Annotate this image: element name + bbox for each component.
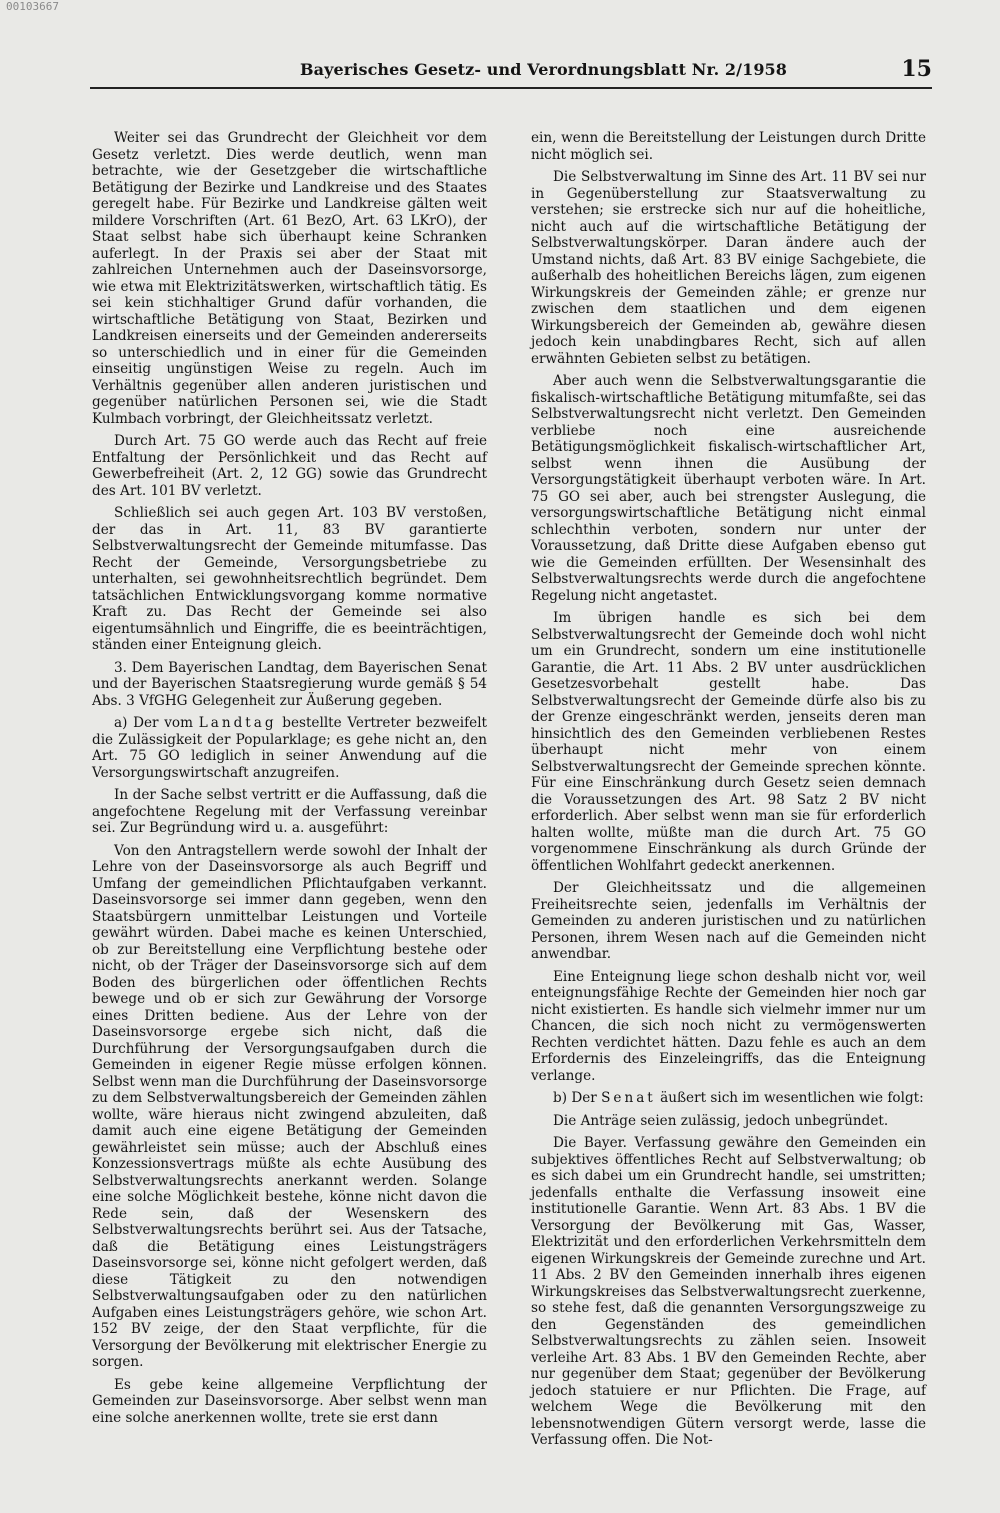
emphasized-name: Senat [601, 1090, 656, 1106]
paragraph: Die Selbstverwaltung im Sinne des Art. 11 BV sei nur in Gegenüberstellung zur Staatsverwaltung zu verstehen; sie erstrecke sich nur auf die hoheitliche, nicht auch auf die wirtschaftliche Betätigung der Selbstverwaltungskörper. Daran ändere auch der Umstand nichts, daß Art. 83 BV einige Sachgebiete, die außerhalb des hoheitlichen Bereichs lägen, zum eigenen Wirkungskreis der Gemeinden zähle; er grenze nur zwischen dem staatlichen und dem eigenen Wirkungsbereich der Gemeinden ab, gewähre diesen jedoch kein unabdingbares Recht, sich auf allen erwähnten Gebieten selbst zu betätigen. [531, 169, 926, 367]
paragraph: Im übrigen handle es sich bei dem Selbstverwaltungsrecht der Gemeinde doch wohl nicht um ein Grundrecht, sondern um eine institutionelle Garantie, die Art. 11 Abs. 2 BV unter ausdrücklichen Gesetzesvorbehalt gestellt habe. Das Selbstverwaltungsrecht der Gemeinde dürfe also bis zu der Grenze eingeschränkt werden, jenseits deren man hinsichtlich des den Gemeinden verbliebenen Restes überhaupt nicht mehr von einem Selbstverwaltungsrecht der Gemeinde sprechen könnte. Für eine Einschränkung durch Gesetz seien demnach die Voraussetzungen des Art. 98 Satz 2 BV nicht erforderlich. Aber selbst wenn man sie für erforderlich halten wollte, müßte man die durch Art. 75 GO vorgenommene Einschränkung als durch Gründe der öffentlichen Wohlfahrt gedeckt anerkennen. [531, 610, 926, 874]
paragraph: ein, wenn die Bereitstellung der Leistungen durch Dritte nicht möglich sei. [531, 130, 926, 163]
paragraph: Schließlich sei auch gegen Art. 103 BV verstoßen, der das in Art. 11, 83 BV garantierte Selbstverwaltungsrecht der Gemeinde mitumfasse. Das Recht der Gemeinde, Versorgungsbetriebe zu unterhalten, sei gewohnheitsrechtlich begründet. Dem tatsächlichen Entwicklungsvorgang komme normative Kraft zu. Das Recht der Gemeinde sei also eigentumsähnlich und Eingriffe, die es beeinträchtigen, ständen einer Enteignung gleich. [92, 505, 487, 653]
archive-id: 00103667 [6, 0, 59, 13]
running-header: Bayerisches Gesetz- und Verordnungsblatt Nr. 2/1958 [300, 60, 788, 79]
paragraph [531, 1090, 926, 1107]
left-column [92, 130, 487, 1426]
paragraph: Aber auch wenn die Selbstverwaltungsgarantie die fiskalisch-wirtschaftliche Betätigung mitumfaßte, sei das Selbstverwaltungsrecht nicht verletzt. Den Gemeinden verbliebe noch eine ausreichende Betätigungsmöglichkeit fiskalisch-wirtschaftlicher Art, selbst wenn ihnen die Ausübung der Versorgungstätigkeit überhaupt verboten wäre. In Art. 75 GO sei aber, auch bei strengster Auslegung, die versorgungswirtschaftliche Betätigung nicht einmal schlechthin verboten, sondern nur unter der Voraussetzung, daß Dritte diese Aufgaben ebenso gut wie die Gemeinden erfüllten. Der Wesensinhalt des Selbstverwaltungsrechts werde durch die angefochtene Regelung nicht angetastet. [531, 373, 926, 604]
paragraph-rest: äußert sich im wesentlichen wie folgt: [655, 1090, 924, 1106]
right-column [531, 130, 926, 1448]
paragraph: Die Bayer. Verfassung gewähre den Gemeinden ein subjektives öffentliches Recht auf Selbstverwaltung; ob es sich dabei um ein Grundrecht handle, sei umstritten; jedenfalls enthalte die Verfassung insoweit eine institutionelle Garantie. Wenn Art. 83 Abs. 1 BV die Versorgung der Bevölkerung mit Gas, Wasser, Elektrizität und den erforderlichen Verkehrsmitteln dem eigenen Wirkungskreis der Gemeinde zurechne und Art. 11 Abs. 2 BV den Gemeinden innerhalb ihres eigenen Wirkungskreises das Selbstverwaltungsrecht zuerkenne, so stehe fest, daß die genannten Versorgungszweige zu den Gegenständen des gemeindlichen Selbstverwaltungsrechts zu zählen seien. Insoweit verleihe Art. 83 Abs. 1 BV den Gemeinden Rechte, aber nur gegenüber dem Staat; gegenüber der Bevölkerung jedoch statuiere er nur Pflichten. Die Frage, auf welchem Wege die Bevölkerung mit den lebensnotwendigen Gütern versorgt werde, lasse die Verfassung offen. Die Not- [531, 1135, 926, 1448]
paragraph: 3. Dem Bayerischen Landtag, dem Bayerischen Senat und der Bayerischen Staatsregierung wurde gemäß § 54 Abs. 3 VfGHG Gelegenheit zur Äußerung gegeben. [92, 659, 487, 709]
paragraph: Durch Art. 75 GO werde auch das Recht auf freie Entfaltung der Persönlichkeit und das Recht auf Gewerbefreiheit (Art. 2, 12 GG) sowie das Grundrecht des Art. 101 BV verletzt. [92, 433, 487, 499]
paragraph [92, 715, 487, 781]
page-number: 15 [901, 56, 932, 82]
paragraph-lead: b) Der [553, 1090, 602, 1106]
paragraph: Der Gleichheitssatz und die allgemeinen Freiheitsrechte seien, jedenfalls im Verhältnis der Gemeinden zu anderen juristischen und zu natürlichen Personen, ihrem Wesen nach auf die Gemeinden nicht anwendbar. [531, 880, 926, 962]
emphasized-name: Landtag [198, 715, 277, 731]
paragraph: Weiter sei das Grundrecht der Gleichheit vor dem Gesetz verletzt. Dies werde deutlich, wenn man betrachte, wie der Gesetzgeber die wirtschaftliche Betätigung der Bezirke und Landkreise und des Staates geregelt habe. Für Bezirke und Landkreise gälten weit mildere Vorschriften (Art. 61 BezO, Art. 63 LKrO), der Staat selbst habe sich überhaupt keine Schranken auferlegt. In der Praxis sei aber der Staat mit zahlreichen Unternehmen auch der Daseinsvorsorge, wie etwa mit Elektrizitätswerken, wirtschaftlich tätig. Es sei kein stichhaltiger Grund dafür vorhanden, die wirtschaftliche Betätigung von Staat, Bezirken und Landkreisen einerseits und der Gemeinden andererseits so unterschiedlich und in einer für die Gemeinden einseitig ungünstigen Weise zu regeln. Auch im Verhältnis gegenüber allen anderen juristischen und gegenüber natürlichen Personen sei, wie die Stadt Kulmbach vorbringt, der Gleichheitssatz verletzt. [92, 130, 487, 427]
paragraph: Von den Antragstellern werde sowohl der Inhalt der Lehre von der Daseinsvorsorge als auch Begriff und Umfang der gemeindlichen Pflichtaufgaben verkannt. Daseinsvorsorge sei immer dann gegeben, wenn den Staatsbürgern unmittelbar Leistungen und Vorteile gewährt würden. Dabei mache es keinen Unterschied, ob zur Bereitstellung eine Verpflichtung bestehe oder nicht, ob der Träger der Daseinsvorsorge sich auf dem Boden des bürgerlichen oder öffentlichen Rechts bewege und ob er sich zur Gewährung der Vorsorge eines Dritten bediene. Aus der Lehre von der Daseinsvorsorge ergebe sich nicht, daß die Durchführung der Versorgungsaufgaben durch die Gemeinden in eigener Regie müsse erfolgen können. Selbst wenn man die Durchführung der Daseinsvorsorge zu dem Selbstverwaltungsbereich der Gemeinden zählen wollte, wäre hieraus nicht zwingend abzuleiten, daß damit auch eine eigene Betätigung der Gemeinden gewährleistet sein müsse; auch der Abschluß eines Konzessionsvertrags müßte als echte Ausübung des Selbstverwaltungsrechts anerkannt werden. Solange eine solche Möglichkeit bestehe, könne nicht davon die Rede sein, daß der Wesenskern des Selbstverwaltungsrechts berührt sei. Aus der Tatsache, daß die Betätigung eines Leistungsträgers Daseinsvorsorge sei, könne nicht gefolgert werden, daß diese Tätigkeit zu den notwendigen Selbstverwaltungsaufgaben oder zu den natürlichen Aufgaben eines Leistungsträgers gehöre, wie schon Art. 152 BV zeige, der den Staat verpflichte, für die Versorgung der Bevölkerung mit elektrischer Energie zu sorgen. [92, 842, 487, 1370]
paragraph: In der Sache selbst vertritt er die Auffassung, daß die angefochtene Regelung mit der Verfassung vereinbar sei. Zur Begründung wird u. a. ausgeführt: [92, 787, 487, 836]
header-rule [90, 87, 932, 89]
paragraph-rest: bestellte Vertreter bezweifelt die Zulässigkeit der Popularklage; es gehe nicht an, den Art. 75 GO lediglich in seiner Anwendung auf die Versorgungswirtschaft anzugreifen. [92, 715, 487, 781]
paragraph-lead: a) Der vom [114, 715, 199, 731]
paragraph: Die Anträge seien zulässig, jedoch unbegründet. [553, 1112, 889, 1129]
paragraph: Es gebe keine allgemeine Verpflichtung der Gemeinden zur Daseinsvorsorge. Aber selbst wenn man eine solche anerkennen wollte, trete sie erst dann [92, 1376, 487, 1426]
paragraph: Eine Enteignung liege schon deshalb nicht vor, weil enteignungsfähige Rechte der Gemeinden hier noch gar nicht existierten. Es handle sich vielmehr immer nur um Chancen, die sich noch nicht zu vermögenswerten Rechten verdichtet hätten. Dazu fehle es auch an dem Erfordernis des Einzeleingriffs, das die Enteignung verlange. [531, 968, 926, 1084]
